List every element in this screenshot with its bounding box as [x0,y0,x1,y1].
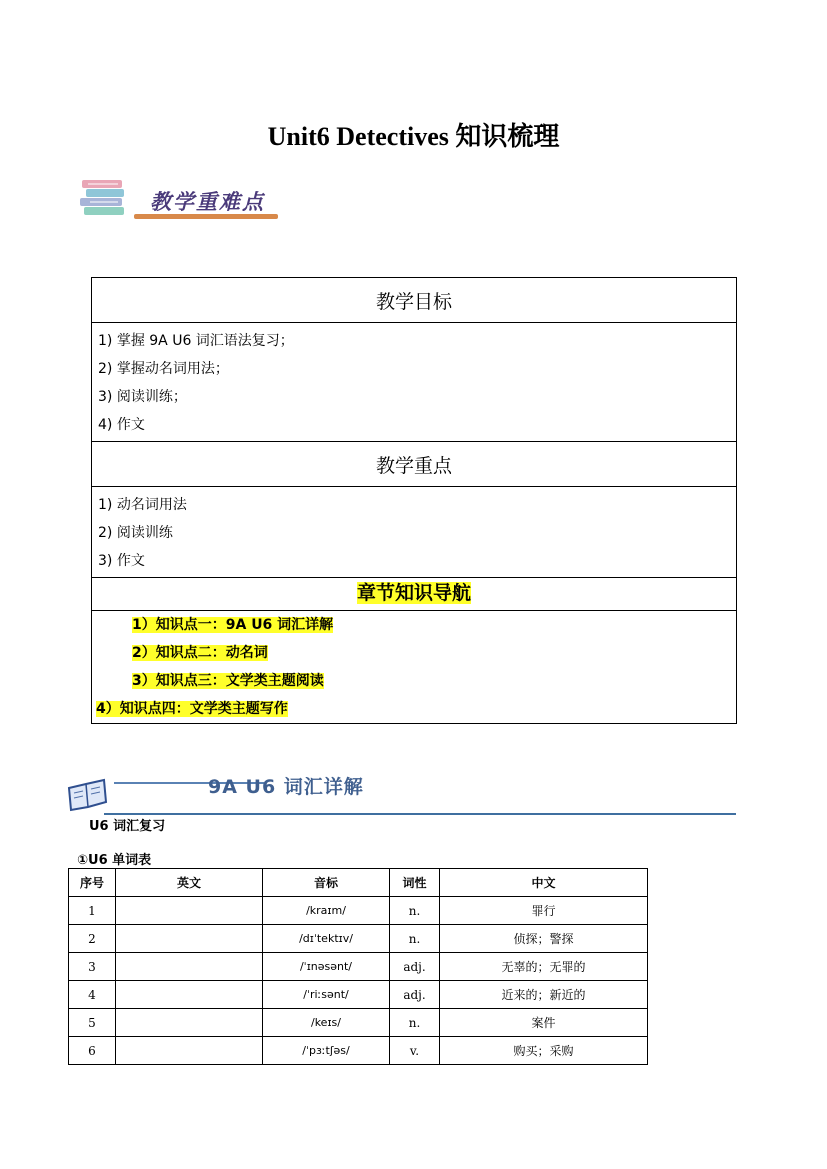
nav-header: 章节知识导航 [356,582,471,604]
goal-header: 教学目标 [92,278,737,323]
phonetic-cell: /keɪs/ [263,1009,390,1037]
nav-item: 3）知识点三：文学类主题阅读 [132,673,324,689]
english-cell[interactable] [116,981,263,1009]
column-header: 音标 [263,869,390,897]
goal-item: 3) 阅读训练； [98,389,187,405]
chinese-cell: 罪行 [440,897,648,925]
key-item: 2) 阅读训练 [98,525,173,541]
table-row [69,981,648,1009]
key-list [92,487,737,578]
nav-item: 1）知识点一：9A U6 词汇详解 [132,617,334,633]
section-header-label: 9A U6 词汇详解 [208,776,364,798]
section-header-label: 教学重难点 [150,190,265,214]
chinese-cell: 无辜的；无罪的 [440,953,648,981]
chinese-cell: 购买；采购 [440,1037,648,1065]
nav-item: 4）知识点四：文学类主题写作 [96,701,288,717]
pos-cell: adj. [390,953,440,981]
chinese-cell: 近来的；新近的 [440,981,648,1009]
chinese-cell: 侦探；警探 [440,925,648,953]
column-header: 中文 [440,869,648,897]
index-cell: 4 [69,981,116,1009]
english-cell[interactable] [116,953,263,981]
section-header-teaching-focus [78,176,288,226]
column-header: 序号 [69,869,116,897]
key-item: 3) 作文 [98,553,145,569]
column-header: 英文 [116,869,263,897]
phonetic-cell: /dɪˈtektɪv/ [263,925,390,953]
phonetic-cell: /ˈpɜːtʃəs/ [263,1037,390,1065]
english-cell[interactable] [116,897,263,925]
pos-cell: n. [390,897,440,925]
key-item: 1) 动名词用法 [98,497,187,513]
index-cell: 5 [69,1009,116,1037]
nav-header-cell [92,578,737,611]
index-cell: 2 [69,925,116,953]
word-table [68,868,648,1065]
pos-cell: v. [390,1037,440,1065]
pos-cell: n. [390,1009,440,1037]
english-cell[interactable] [116,1009,263,1037]
table-row [69,925,648,953]
goal-item: 2) 掌握动名词用法； [98,361,229,377]
index-cell: 6 [69,1037,116,1065]
chinese-cell: 案件 [440,1009,648,1037]
goal-item: 4) 作文 [98,417,145,433]
table-row [69,1009,648,1037]
subheading-word-list: ①U6 单词表 [77,853,152,868]
open-book-icon [66,778,108,812]
section-header-vocabulary [64,770,736,818]
objectives-table [91,277,737,724]
key-header: 教学重点 [92,442,737,487]
books-icon [78,178,130,218]
table-header-row [69,869,648,897]
table-row [69,953,648,981]
column-header: 词性 [390,869,440,897]
english-cell[interactable] [116,925,263,953]
goal-item: 1) 掌握 9A U6 词汇语法复习； [98,333,294,349]
nav-list [92,611,737,724]
english-cell[interactable] [116,1037,263,1065]
header-rule [104,813,736,815]
goal-list [92,323,737,442]
table-row [69,1037,648,1065]
index-cell: 3 [69,953,116,981]
pos-cell: adj. [390,981,440,1009]
subheading-review: U6 词汇复习 [89,819,166,834]
phonetic-cell: /ˈɪnəsənt/ [263,953,390,981]
page-title: Unit6 Detectives 知识梳理 [267,122,560,151]
phonetic-cell: /ˈriːsənt/ [263,981,390,1009]
table-row [69,897,648,925]
index-cell: 1 [69,897,116,925]
phonetic-cell: /kraɪm/ [263,897,390,925]
pos-cell: n. [390,925,440,953]
nav-item: 2）知识点二：动名词 [132,645,268,661]
